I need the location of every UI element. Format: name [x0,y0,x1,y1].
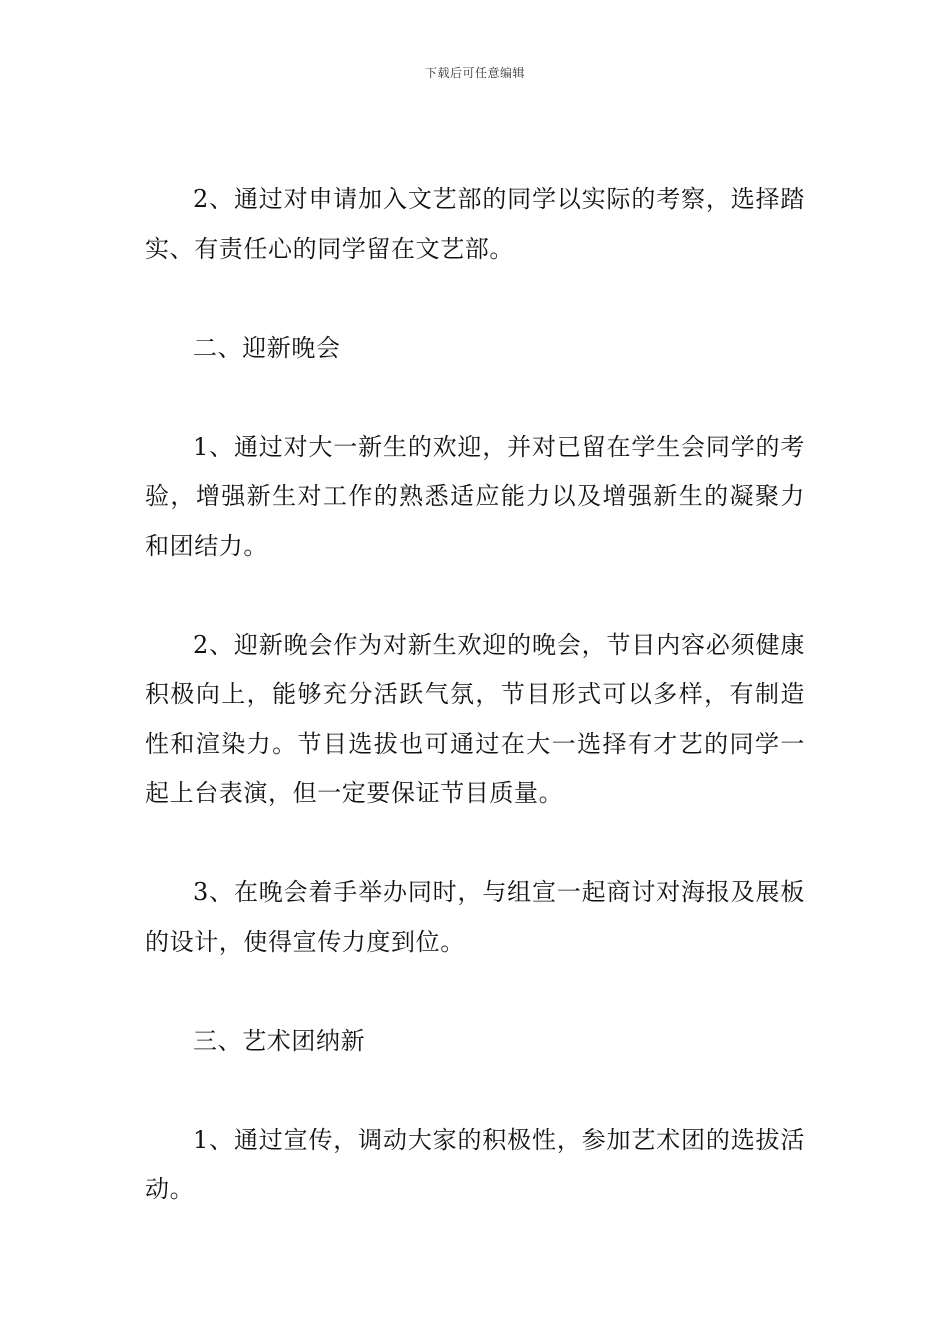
paragraph-item: 1、通过对大一新生的欢迎，并对已留在学生会同学的考验，增强新生对工作的熟悉适应能力以及增强新生的凝聚力和团结力。 [145,432,805,560]
section-heading: 三、艺术团纳新 [193,1026,366,1055]
paragraph-item: 2、迎新晚会作为对新生欢迎的晚会，节目内容必须健康积极向上，能够充分活跃气氛，节目形式可以多样，有制造性和渲染力。节目选拔也可通过在大一选择有才艺的同学一起上台表演，但一定要保证节目质量。 [145,630,805,807]
paragraph-item: 1、通过宣传，调动大家的积极性，参加艺术团的选拔活动。 [145,1125,805,1203]
paragraph-item: 2、通过对申请加入文艺部的同学以实际的考察，选择踏实、有责任心的同学留在文艺部。 [145,185,805,263]
section-heading: 二、迎新晚会 [193,333,341,362]
page-header: 下载后可任意编辑 [424,66,525,80]
paragraph-item: 3、在晚会着手举办同时，与组宣一起商讨对海报及展板的设计，使得宣传力度到位。 [145,878,805,956]
document-body [145,175,805,1215]
